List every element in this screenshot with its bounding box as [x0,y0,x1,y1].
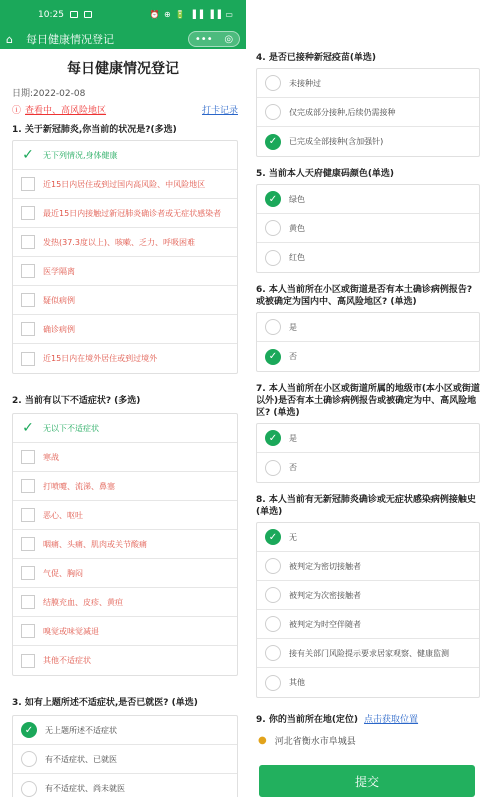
option-row[interactable] [13,617,237,646]
options-list [256,68,480,157]
radio[interactable] [21,751,37,767]
question-3 [12,697,238,797]
option-row[interactable] [13,228,237,257]
option-label: 被判定为时空伴随者 [289,619,361,629]
option-label: 近15日内在境外居住或到过境外 [43,354,158,363]
option-row[interactable] [13,745,237,774]
radio[interactable] [265,587,281,603]
checkbox[interactable] [21,595,35,609]
option-label: 绿色 [289,194,305,204]
option-row[interactable] [257,639,479,668]
option-label: 无以下不适症状 [43,423,99,433]
checkbox[interactable] [21,293,35,307]
checkin-record-link[interactable]: 打卡记录 [201,105,238,116]
close-button[interactable]: ◎ [224,33,234,45]
option-row[interactable] [13,170,237,199]
status-indicators: ⏰ ⊕ 🔋 ▐▐ ▐▐ ▭ [149,10,234,19]
question-6 [256,284,480,372]
radio-checked-icon[interactable]: ✓ [265,430,281,446]
mini-program-capsule [188,31,240,47]
option-label: 最近15日内接触过新冠肺炎确诊者或无症状感染者 [43,208,222,218]
options-list [12,413,238,676]
option-row[interactable] [257,243,479,272]
checkbox[interactable] [21,450,35,464]
option-row[interactable] [257,127,479,156]
submit-wrap [259,765,486,797]
option-row[interactable] [13,774,237,797]
option-row[interactable] [257,668,479,697]
location-row [256,734,480,747]
options-list [12,715,238,797]
checkbox[interactable] [21,352,35,366]
option-row[interactable] [257,424,479,453]
app-bar [0,29,246,49]
option-label: 寒战 [43,452,59,462]
option-row[interactable] [13,588,237,617]
radio[interactable] [265,460,281,476]
option-label: 红色 [289,253,305,262]
option-row[interactable] [257,313,479,342]
option-row[interactable] [13,443,237,472]
option-row[interactable] [257,98,479,127]
option-row[interactable] [257,69,479,98]
status-time: 10:25 [38,9,64,20]
question-title: 4. 是否已接种新冠疫苗(单选) [256,53,377,63]
option-row[interactable] [13,141,237,170]
option-label: 疑似病例 [43,295,75,305]
location-value: 河北省衡水市阜城县 [274,737,356,747]
checkbox[interactable] [21,235,35,249]
option-label: 其他不适症状 [43,656,91,665]
question-1 [12,124,238,374]
options-list [256,312,480,372]
get-location-link[interactable]: 点击获取位置 [364,715,419,725]
option-row[interactable] [257,453,479,482]
right-column [252,0,486,797]
option-row[interactable] [257,185,479,214]
question-8 [256,494,480,698]
question-title: 2. 当前有以下不适症状? (多选) [12,396,141,406]
option-row[interactable] [257,214,479,243]
options-list [256,184,480,273]
question-9 [256,712,480,747]
option-row[interactable] [13,530,237,559]
checkbox-checked-icon[interactable]: ✓ [22,420,34,436]
question-title: 9. 你的当前所在地(定位) [256,715,359,725]
radio[interactable] [265,645,281,661]
radio-checked-icon[interactable]: ✓ [265,134,281,150]
option-row[interactable] [13,199,237,228]
option-row[interactable] [257,552,479,581]
question-title: 3. 如有上题所述不适症状,是否已就医? (单选) [12,698,198,708]
option-label: 仅完成部分接种,后续仍需接种 [289,107,396,117]
option-row[interactable] [13,501,237,530]
option-row[interactable] [13,344,237,373]
options-list [256,522,480,698]
radio-checked-icon[interactable]: ✓ [265,529,281,545]
options-list [12,140,238,374]
option-label: 是 [289,322,297,332]
checkbox[interactable] [21,479,35,493]
option-label: 有不适症状、尚未就医 [45,784,125,793]
checkbox[interactable] [21,508,35,522]
checkbox[interactable] [21,264,35,278]
option-row[interactable] [257,581,479,610]
risk-row [12,103,246,115]
checkbox[interactable] [21,537,35,551]
question-5 [256,168,480,273]
radio-checked-icon[interactable]: ✓ [265,349,281,365]
option-label: 气促、胸闷 [43,568,83,578]
question-4 [256,52,480,157]
option-label: 否 [289,352,297,361]
option-row[interactable] [13,315,237,344]
option-row[interactable] [13,286,237,315]
checkbox[interactable] [21,624,35,638]
date-label: 日期:2022-02-08 [12,89,86,99]
option-label: 结膜充血、皮疹、黄疸 [43,597,123,607]
option-label: 被判定为密切接触者 [289,561,361,571]
option-label: 其他 [289,678,305,687]
option-row[interactable] [13,646,237,675]
option-label: 嗅觉或味觉减退 [43,626,99,636]
risk-area-link[interactable]: 查看中、高风险地区 [25,105,107,116]
option-label: 发热(37.3度以上)、咳嗽、乏力、呼吸困难 [43,237,196,247]
question-7 [256,383,480,483]
option-row[interactable] [13,716,237,745]
checkbox[interactable] [21,177,35,191]
warning-icon: ⓘ [12,105,22,116]
option-label: 咽痛、头痛、肌肉或关节酸痛 [43,539,147,549]
option-label: 接有关部门风险提示要求居家观察、健康监测 [289,648,449,658]
option-label: 黄色 [289,223,305,233]
app-bar-title: 每日健康情况登记 [26,33,114,46]
status-bar [0,0,246,29]
option-label: 医学隔离 [43,266,75,276]
options-list [256,423,480,483]
radio[interactable] [265,616,281,632]
notification-icon [70,11,78,18]
location-pin-icon: ● [258,735,267,746]
checkbox[interactable] [21,322,35,336]
location-question [256,712,480,725]
option-label: 近15日内居住或到过国内高风险、中风险地区 [43,179,206,189]
option-label: 未接种过 [289,78,321,88]
option-label: 确诊病例 [43,324,75,334]
radio[interactable] [265,250,281,266]
radio[interactable] [265,220,281,236]
option-row[interactable] [13,472,237,501]
option-row[interactable] [257,610,479,639]
radio[interactable] [21,781,37,797]
option-label: 有不适症状、已就医 [45,754,117,764]
checkbox[interactable] [21,654,35,668]
option-row[interactable] [13,414,237,443]
radio[interactable] [265,75,281,91]
option-row[interactable] [257,342,479,371]
notification-icon [84,11,92,18]
radio[interactable] [265,104,281,120]
option-label: 被判定为次密接触者 [289,590,361,600]
option-label: 无下列情况,身体健康 [43,150,118,160]
option-row[interactable] [13,257,237,286]
option-row[interactable] [257,523,479,552]
radio-checked-icon[interactable]: ✓ [265,191,281,207]
radio-checked-icon[interactable]: ✓ [21,722,37,738]
checkbox[interactable] [21,206,35,220]
question-2 [12,395,238,676]
option-label: 无 [289,532,297,542]
home-icon[interactable]: ⌂ [6,32,13,46]
option-label: 无上题所述不适症状 [45,725,117,735]
checkbox-checked-icon[interactable]: ✓ [22,147,34,163]
question-title: 1. 关于新冠肺炎,你当前的状况是?(多选) [12,125,177,135]
question-title: 8. 本人当前有无新冠肺炎确诊或无症状感染病例接触史(单选) [256,495,476,517]
option-row[interactable] [13,559,237,588]
more-menu-button[interactable]: ••• [194,33,213,45]
option-label: 否 [289,463,297,472]
radio[interactable] [265,558,281,574]
option-label: 打喷嚏、流涕、鼻塞 [43,481,115,491]
submit-button[interactable]: 提交 [259,765,475,797]
radio[interactable] [265,675,281,691]
question-title: 7. 本人当前所在小区或街道所属的地级市(本小区或街道以外)是否有本土确诊病例报告或被确定为中、高风险地区? (单选) [256,384,480,418]
radio[interactable] [265,319,281,335]
option-label: 已完成全部接种(含加强针) [289,137,384,146]
question-title: 5. 当前本人天府健康码颜色(单选) [256,169,395,179]
page-title: 每日健康情况登记 [67,61,179,77]
option-label: 恶心、呕吐 [43,510,83,520]
question-title: 6. 本人当前所在小区或街道是否有本土确诊病例报告?或被确定为国内中、高风险地区? (单选) [256,285,473,307]
checkbox[interactable] [21,566,35,580]
option-label: 是 [289,433,297,443]
